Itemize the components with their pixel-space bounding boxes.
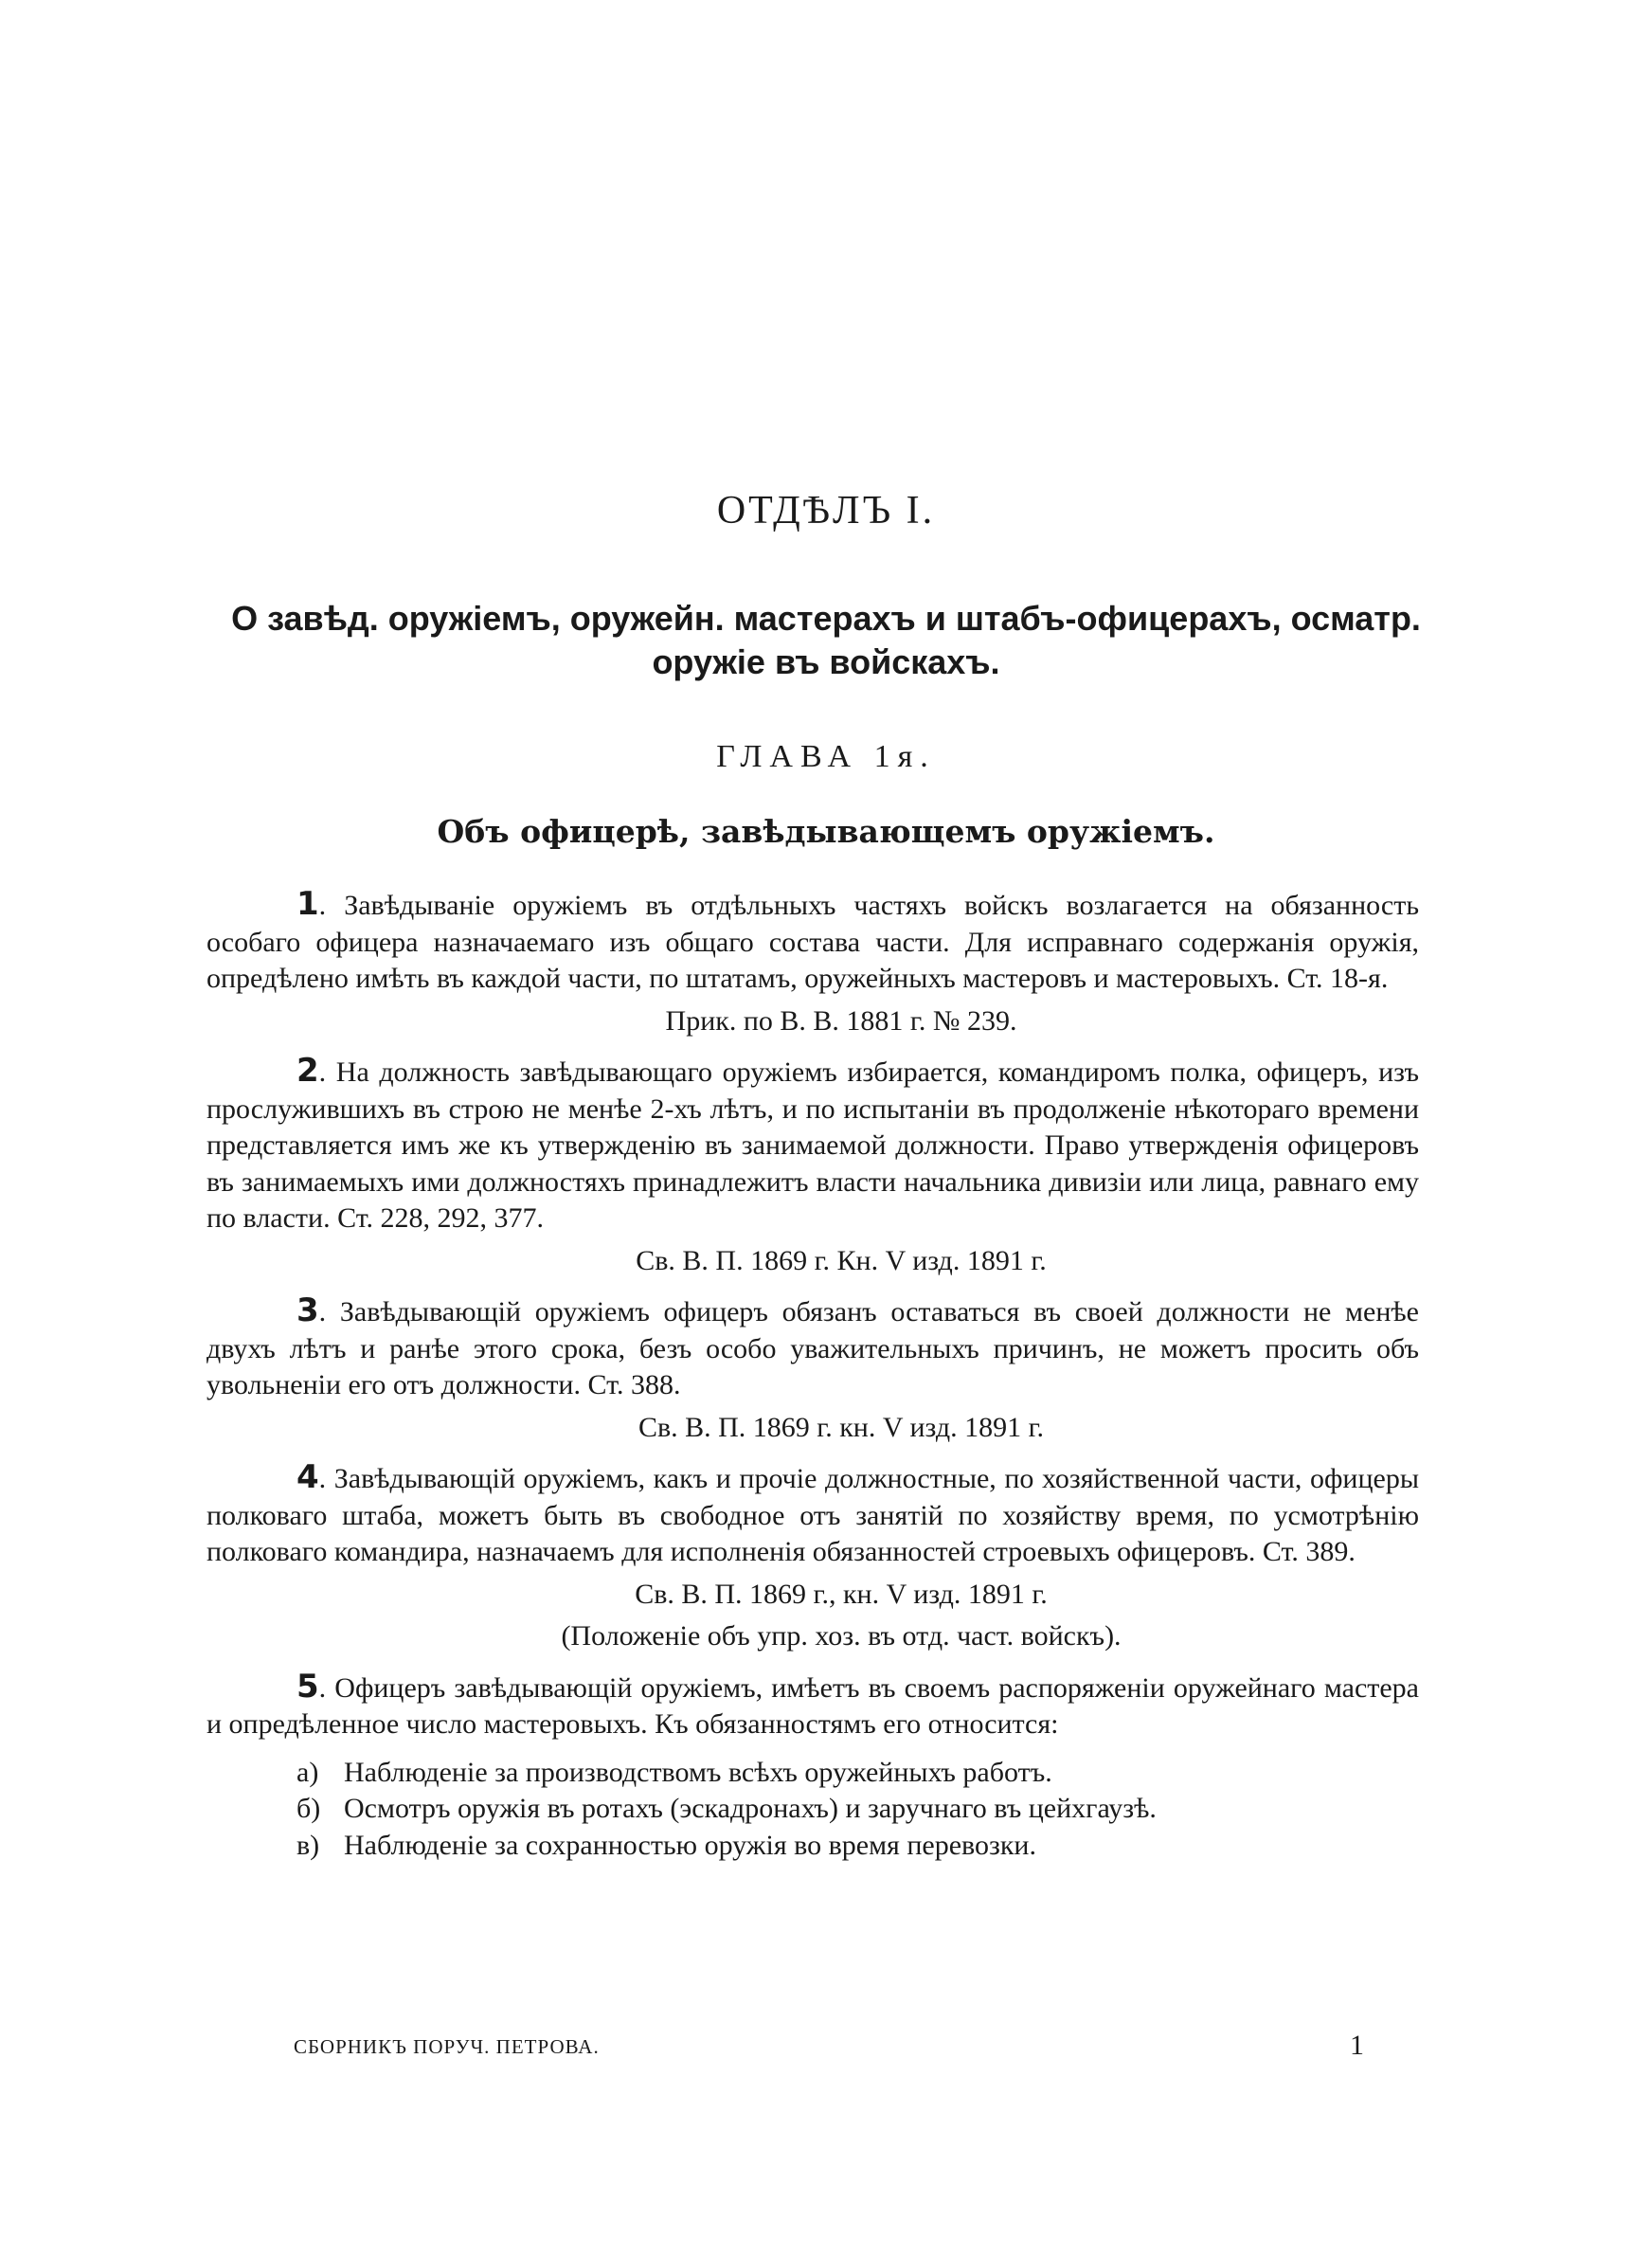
section-subtitle-line-1: О завѣд. оружіемъ, оружейн. мастерахъ и штабъ-офицерахъ, осматр. bbox=[231, 599, 1421, 638]
list-marker: в) bbox=[296, 1829, 320, 1861]
paragraph-reference: Св. В. П. 1869 г. Кн. V изд. 1891 г. bbox=[636, 1244, 1047, 1276]
list-marker: б) bbox=[296, 1793, 321, 1824]
paragraph-text: . Офицеръ завѣдывающій оружіемъ, имѣетъ въ своемъ распоряженіи оружейнаго мастера и опредѣленное число мастеровыхъ. Къ обязанностямъ его относится: bbox=[206, 1671, 1419, 1740]
paragraph-text: . На должность завѣдывающаго оружіемъ избирается, командиромъ полка, офицеръ, изъ прослужившихъ въ строю не менѣе 2-хъ лѣтъ, и по испытаніи въ продолженіе нѣкотораго времени представляется имъ же къ утвержденію въ занимаемой должности. Право утвержденія офицеровъ въ занимаемыхъ ими должностяхъ принадлежитъ власти начальника дивизіи или лица, равнаго ему по власти. Ст. 228, 292, 377. bbox=[206, 1056, 1419, 1234]
list-item bbox=[206, 1828, 1419, 1865]
paragraph-reference: Прик. по В. В. 1881 г. № 239. bbox=[665, 1004, 1017, 1037]
paragraph-reference-note: (Положеніе объ упр. хоз. въ отд. част. войскъ). bbox=[561, 1620, 1122, 1652]
page-number: 1 bbox=[1350, 2030, 1364, 2061]
paragraph-number: 3 bbox=[296, 1291, 319, 1329]
section-title: ОТДѢЛЪ I. bbox=[716, 489, 936, 533]
paragraph-4 bbox=[206, 1459, 1419, 1571]
paragraph-reference: Св. В. П. 1869 г. кн. V изд. 1891 г. bbox=[637, 1411, 1045, 1443]
list-text: Наблюденіе за производствомъ всѣхъ оружейныхъ работъ. bbox=[344, 1756, 1052, 1788]
paragraph-text: . Завѣдывающій оружіемъ офицеръ обязанъ оставаться въ своей должности не менѣе двухъ лѣтъ и ранѣе этого срока, безъ особо уважительныхъ причинъ, не можетъ просить объ увольненіи его отъ должности. Ст. 388. bbox=[206, 1296, 1419, 1400]
body-text bbox=[206, 886, 1419, 1864]
section-subtitle bbox=[189, 597, 1463, 684]
paragraph-5 bbox=[206, 1669, 1419, 1743]
paragraph-3 bbox=[206, 1292, 1419, 1404]
paragraph-number: 4 bbox=[296, 1458, 319, 1496]
page-footer bbox=[294, 2030, 1364, 2061]
list-item bbox=[206, 1791, 1419, 1828]
list-marker: а) bbox=[296, 1756, 319, 1788]
list-text: Наблюденіе за сохранностью оружія во время перевозки. bbox=[344, 1829, 1036, 1861]
section-subtitle-line-2: оружіе въ войскахъ. bbox=[652, 642, 1000, 681]
paragraph-reference: Св. В. П. 1869 г., кн. V изд. 1891 г. bbox=[635, 1578, 1048, 1610]
paragraph-number: 5 bbox=[296, 1667, 319, 1706]
list-item bbox=[206, 1755, 1419, 1792]
paragraph-text: . Завѣдываніе оружіемъ въ отдѣльныхъ частяхъ войскъ возлагается на обязанность особаго офицера назначаемаго изъ общаго состава части. Для исправнаго содержанія оружія, опредѣлено имѣть въ каждой части, по штатамъ, оружейныхъ мастеровъ и мастеровыхъ. Ст. 18-я. bbox=[206, 890, 1419, 994]
list-text: Осмотръ оружія въ ротахъ (эскадронахъ) и заручнаго въ цейхгаузѣ. bbox=[344, 1793, 1157, 1824]
paragraph-text: . Завѣдывающій оружіемъ, какъ и прочіе должностные, по хозяйственной части, офицеры полковаго штаба, можетъ быть въ свободное отъ занятій по хозяйству время, по усмотрѣнію полковаго командира, назначаемъ для исполненія обязанностей строевыхъ офицеровъ. Ст. 389. bbox=[206, 1463, 1419, 1567]
footer-signature: СБОРНИКЪ ПОРУЧ. ПЕТРОВА. bbox=[294, 2035, 600, 2058]
paragraph-number: 2 bbox=[296, 1052, 319, 1090]
paragraph-1 bbox=[206, 886, 1419, 998]
paragraph-2 bbox=[206, 1053, 1419, 1237]
chapter-title: ГЛАВА 1я. bbox=[716, 739, 936, 774]
chapter-subtitle: Объ офицерѣ, завѣдывающемъ оружіемъ. bbox=[437, 813, 1215, 850]
paragraph-number: 1 bbox=[296, 885, 319, 923]
